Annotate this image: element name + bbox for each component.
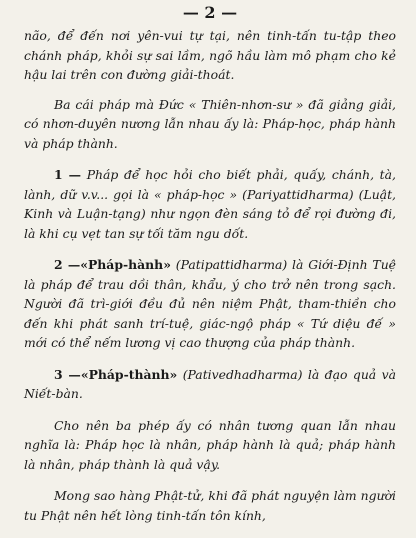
item-number: 3 — — [54, 366, 81, 382]
term: «Pháp-hành» — [80, 257, 171, 272]
paragraph-conclusion: Cho nên ba phép ấy có nhân tương quan lẫn nhau nghĩa là: Pháp học là nhân, pháp hành là quả; pháp hành là nhân, pháp thành là quả vậy. — [24, 417, 396, 472]
paragraph-pativedha — [24, 365, 396, 404]
paragraph-three-dharmas: Ba cái pháp mà Đức « Thiên-nhơn-sư » đã giảng giải, có nhơn-duyên nương lẫn nhau ấy là: Pháp-học, pháp hành và pháp thành. — [24, 96, 396, 151]
term: «Pháp-thành» — [80, 366, 178, 382]
item-number: 1 — — [54, 167, 82, 182]
paragraph-text: Pháp để học hỏi cho biết phải, quấy, chánh, tà, lành, dữ v.v... gọi là « pháp-học » (Pariyattidharma) (Luật, Kinh và Luận-tạng) như ngọn đèn sáng tỏ để rọi đường đi, là khi cụ vẹt tan sự tối tăm ngu dốt. — [24, 167, 396, 241]
paragraph-pariyatti — [24, 165, 396, 243]
paragraph-intro: não, để đến nơi yên-vui tự tại, nên tinh-tấn tu-tập theo chánh pháp, khỏi sự sai lầm, ngõ hầu làm mô phạm cho kẻ hậu lai trên con đường giải-thoát. — [24, 28, 396, 82]
paragraph-patipatti — [24, 255, 396, 353]
item-number: 2 — — [54, 257, 81, 272]
paragraph-text: (Pativedhadharma) là đạo quả và Niết-bàn. — [24, 366, 397, 401]
paragraph-closing: Mong sao hàng Phật-tử, khi đã phát nguyện làm người tu Phật nên hết lòng tinh-tấn tôn kính, — [24, 488, 396, 523]
paragraph-text: (Patipattidharma) là Giới-Định Tuệ là pháp để trau dồi thân, khẩu, ý cho trở nên trong sạch. Người đã trì-giới đều đủ nên niệm Phật, tham-thiền cho đến khi phát sanh trí-tuệ, giác-ngộ pháp « Tứ diệu đế » mới có thể nếm lương vị cao thượng của pháp thành. — [24, 257, 397, 350]
page-number: — 2 — — [182, 3, 238, 22]
